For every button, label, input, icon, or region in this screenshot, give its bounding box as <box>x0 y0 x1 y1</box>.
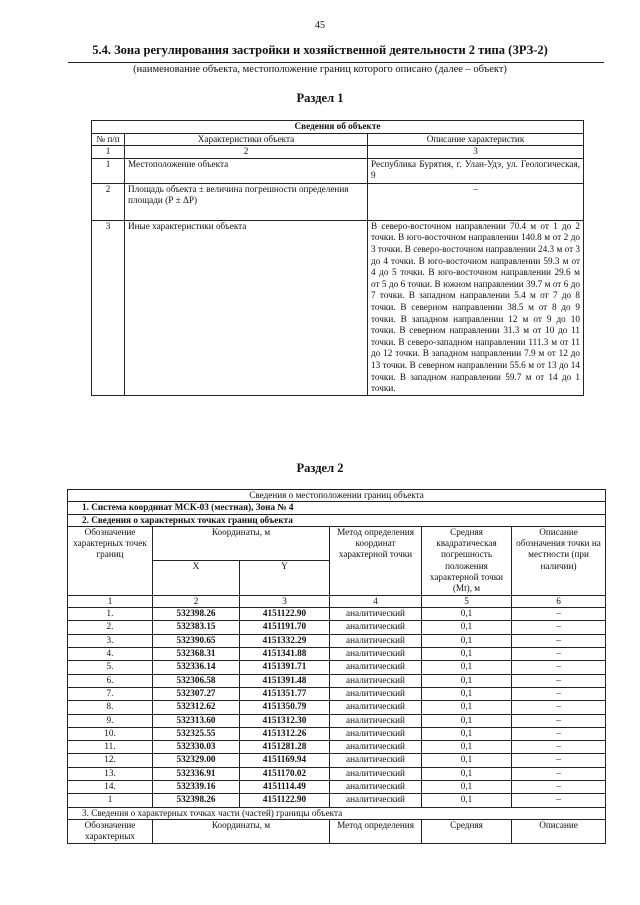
point-description: – <box>512 741 606 754</box>
part-header-coordinates: Координаты, м <box>153 819 330 843</box>
table-row <box>68 754 606 767</box>
point-x: 532336.91 <box>153 767 240 780</box>
point-method: аналитический <box>330 767 422 780</box>
table-row <box>92 220 584 395</box>
point-method: аналитический <box>330 754 422 767</box>
row-characteristic: Местоположение объекта <box>125 158 368 183</box>
point-x: 532330.03 <box>153 741 240 754</box>
header-designation: Обозначение характерных точек границ <box>68 526 153 595</box>
point-x: 532398.26 <box>153 608 240 621</box>
point-method: аналитический <box>330 794 422 807</box>
point-id: 5. <box>68 661 153 674</box>
header-y: Y <box>240 561 330 596</box>
point-error: 0,1 <box>422 634 512 647</box>
row-description: – <box>368 183 584 220</box>
header-description: Описание характеристик <box>368 133 584 146</box>
point-x: 532383.15 <box>153 621 240 634</box>
point-id: 13. <box>68 767 153 780</box>
point-description: – <box>512 634 606 647</box>
point-description: – <box>512 767 606 780</box>
table-row <box>68 741 606 754</box>
point-id: 10. <box>68 727 153 740</box>
point-description: – <box>512 608 606 621</box>
point-y: 4151169.94 <box>240 754 330 767</box>
part-header-description: Описание <box>512 819 606 843</box>
row-characteristic: Иные характеристики объекта <box>125 220 368 395</box>
point-x: 532390.65 <box>153 634 240 647</box>
point-x: 532312.62 <box>153 701 240 714</box>
part-header-designation: Обозначение характерных <box>68 819 153 843</box>
point-error: 0,1 <box>422 687 512 700</box>
point-id: 14. <box>68 781 153 794</box>
point-x: 532313.60 <box>153 714 240 727</box>
point-method: аналитический <box>330 687 422 700</box>
point-y: 4151332.29 <box>240 634 330 647</box>
point-method: аналитический <box>330 741 422 754</box>
point-x: 532306.58 <box>153 674 240 687</box>
point-error: 0,1 <box>422 648 512 661</box>
point-description: – <box>512 701 606 714</box>
point-error: 0,1 <box>422 701 512 714</box>
row-description: Республика Бурятия, г. Улан-Удэ, ул. Геологическая, 9 <box>368 158 584 183</box>
point-method: аналитический <box>330 781 422 794</box>
object-info-table-title: Сведения об объекте <box>92 121 584 134</box>
point-id: 1 <box>68 794 153 807</box>
row-characteristic: Площадь объекта ± величина погрешности определения площади (Р ± ΔР) <box>125 183 368 220</box>
table-row <box>68 714 606 727</box>
col-number: 3 <box>240 595 330 607</box>
col-number: 3 <box>368 146 584 159</box>
col-number: 2 <box>125 146 368 159</box>
row-number: 2 <box>92 183 125 220</box>
table-row <box>68 661 606 674</box>
point-y: 4151312.30 <box>240 714 330 727</box>
point-x: 532368.31 <box>153 648 240 661</box>
point-error: 0,1 <box>422 767 512 780</box>
header-x: X <box>153 561 240 596</box>
point-id: 11. <box>68 741 153 754</box>
section1-title: Раздел 1 <box>296 91 344 105</box>
point-id: 2. <box>68 621 153 634</box>
point-id: 8. <box>68 701 153 714</box>
point-description: – <box>512 674 606 687</box>
part-section-title: 3. Сведения о характерных точках части (частей) границы объекта <box>68 807 606 819</box>
table-row <box>68 781 606 794</box>
part-header-method: Метод определения <box>330 819 422 843</box>
col-number: 1 <box>92 146 125 159</box>
col-number: 4 <box>330 595 422 607</box>
point-x: 532329.00 <box>153 754 240 767</box>
point-error: 0,1 <box>422 674 512 687</box>
points-section-title: 2. Сведения о характерных точках границ объекта <box>68 514 606 526</box>
point-x: 532398.26 <box>153 794 240 807</box>
point-id: 7. <box>68 687 153 700</box>
point-error: 0,1 <box>422 781 512 794</box>
row-number: 1 <box>92 158 125 183</box>
point-method: аналитический <box>330 608 422 621</box>
point-id: 4. <box>68 648 153 661</box>
point-description: – <box>512 621 606 634</box>
point-error: 0,1 <box>422 727 512 740</box>
point-method: аналитический <box>330 661 422 674</box>
col-number: 1 <box>68 595 153 607</box>
point-description: – <box>512 781 606 794</box>
point-error: 0,1 <box>422 714 512 727</box>
point-y: 4151350.79 <box>240 701 330 714</box>
point-y: 4151114.49 <box>240 781 330 794</box>
heading-caption: (наименование объекта, местоположение границ которого описано (далее – объект) <box>133 64 507 75</box>
point-description: – <box>512 794 606 807</box>
point-method: аналитический <box>330 727 422 740</box>
point-y: 4151122.90 <box>240 608 330 621</box>
point-method: аналитический <box>330 634 422 647</box>
table-row <box>68 648 606 661</box>
table-row <box>68 674 606 687</box>
point-description: – <box>512 727 606 740</box>
part-header-error: Средняя <box>422 819 512 843</box>
page-number: 45 <box>315 20 325 31</box>
object-info-table <box>91 120 584 396</box>
point-x: 532307.27 <box>153 687 240 700</box>
header-method: Метод определения координат характерной точки <box>330 526 422 595</box>
point-error: 0,1 <box>422 661 512 674</box>
table-row <box>68 621 606 634</box>
point-description: – <box>512 687 606 700</box>
point-y: 4151391.71 <box>240 661 330 674</box>
boundary-table-title: Сведения о местоположении границ объекта <box>68 490 606 502</box>
point-error: 0,1 <box>422 794 512 807</box>
point-error: 0,1 <box>422 741 512 754</box>
row-number: 3 <box>92 220 125 395</box>
point-y: 4151312.26 <box>240 727 330 740</box>
table-row <box>68 634 606 647</box>
point-description: – <box>512 754 606 767</box>
document-heading: 5.4. Зона регулирования застройки и хозяйственной деятельности 2 типа (ЗРЗ-2) <box>92 43 548 57</box>
point-y: 4151351.77 <box>240 687 330 700</box>
table-row <box>68 701 606 714</box>
point-y: 4151281.28 <box>240 741 330 754</box>
point-y: 4151122.90 <box>240 794 330 807</box>
heading-underline <box>68 62 604 63</box>
point-y: 4151341.88 <box>240 648 330 661</box>
point-description: – <box>512 648 606 661</box>
table-row <box>92 158 584 183</box>
point-y: 4151191.70 <box>240 621 330 634</box>
table-row <box>68 794 606 807</box>
point-method: аналитический <box>330 674 422 687</box>
point-method: аналитический <box>330 648 422 661</box>
col-number: 6 <box>512 595 606 607</box>
header-number: № п/п <box>92 133 125 146</box>
point-y: 4151170.02 <box>240 767 330 780</box>
point-x: 532339.16 <box>153 781 240 794</box>
col-number: 5 <box>422 595 512 607</box>
point-error: 0,1 <box>422 754 512 767</box>
table-row <box>68 727 606 740</box>
point-y: 4151391.48 <box>240 674 330 687</box>
coordinate-system: 1. Система координат МСК-03 (местная), Зона № 4 <box>68 502 606 514</box>
point-method: аналитический <box>330 701 422 714</box>
row-description: В северо-восточном направлении 70.4 м от 1 до 2 точки. В юго-восточном направлении 140.8 м от 2 до 3 точки. В северо-восточном направлении 24.3 м от 3 до 4 точки. В юго-восточном направлении 59.3 м от 4 до 5 точки. В юго-восточном направлении 29.6 м от 5 до 6 точки. В южном направлении 39.7 м от 6 до 7 точки. В западном направлении 5.4 м от 7 до 8 точки. В северном направлении 38.5 м от 8 до 9 точки. В западном направлении 12 м от 9 до 10 точки. В северном направлении 31.3 м от 10 до 11 точки. В северо-западном направлении 111.3 м от 11 до 12 точки. В западном направлении 7.9 м от 12 до 13 точки. В северном направлении 55.6 м от 13 до 14 точки. В западном направлении 59.7 м от 14 до 1 точки. <box>368 220 584 395</box>
point-error: 0,1 <box>422 608 512 621</box>
header-point-description: Описание обозначения точки на местности (при наличии) <box>512 526 606 595</box>
point-x: 532325.55 <box>153 727 240 740</box>
table-row <box>68 608 606 621</box>
point-x: 532336.14 <box>153 661 240 674</box>
header-error: Средняя квадратическая погрешность положения характерной точки (Mt), м <box>422 526 512 595</box>
header-coordinates: Координаты, м <box>153 526 330 561</box>
point-id: 12. <box>68 754 153 767</box>
point-description: – <box>512 714 606 727</box>
point-id: 9. <box>68 714 153 727</box>
col-number: 2 <box>153 595 240 607</box>
point-id: 1. <box>68 608 153 621</box>
point-id: 3. <box>68 634 153 647</box>
point-description: – <box>512 661 606 674</box>
boundary-points-table <box>67 489 606 844</box>
section2-title: Раздел 2 <box>296 461 344 475</box>
point-method: аналитический <box>330 714 422 727</box>
table-row <box>68 687 606 700</box>
point-method: аналитический <box>330 621 422 634</box>
table-row <box>68 767 606 780</box>
table-row <box>92 183 584 220</box>
point-id: 6. <box>68 674 153 687</box>
point-error: 0,1 <box>422 621 512 634</box>
header-characteristics: Характеристики объекта <box>125 133 368 146</box>
